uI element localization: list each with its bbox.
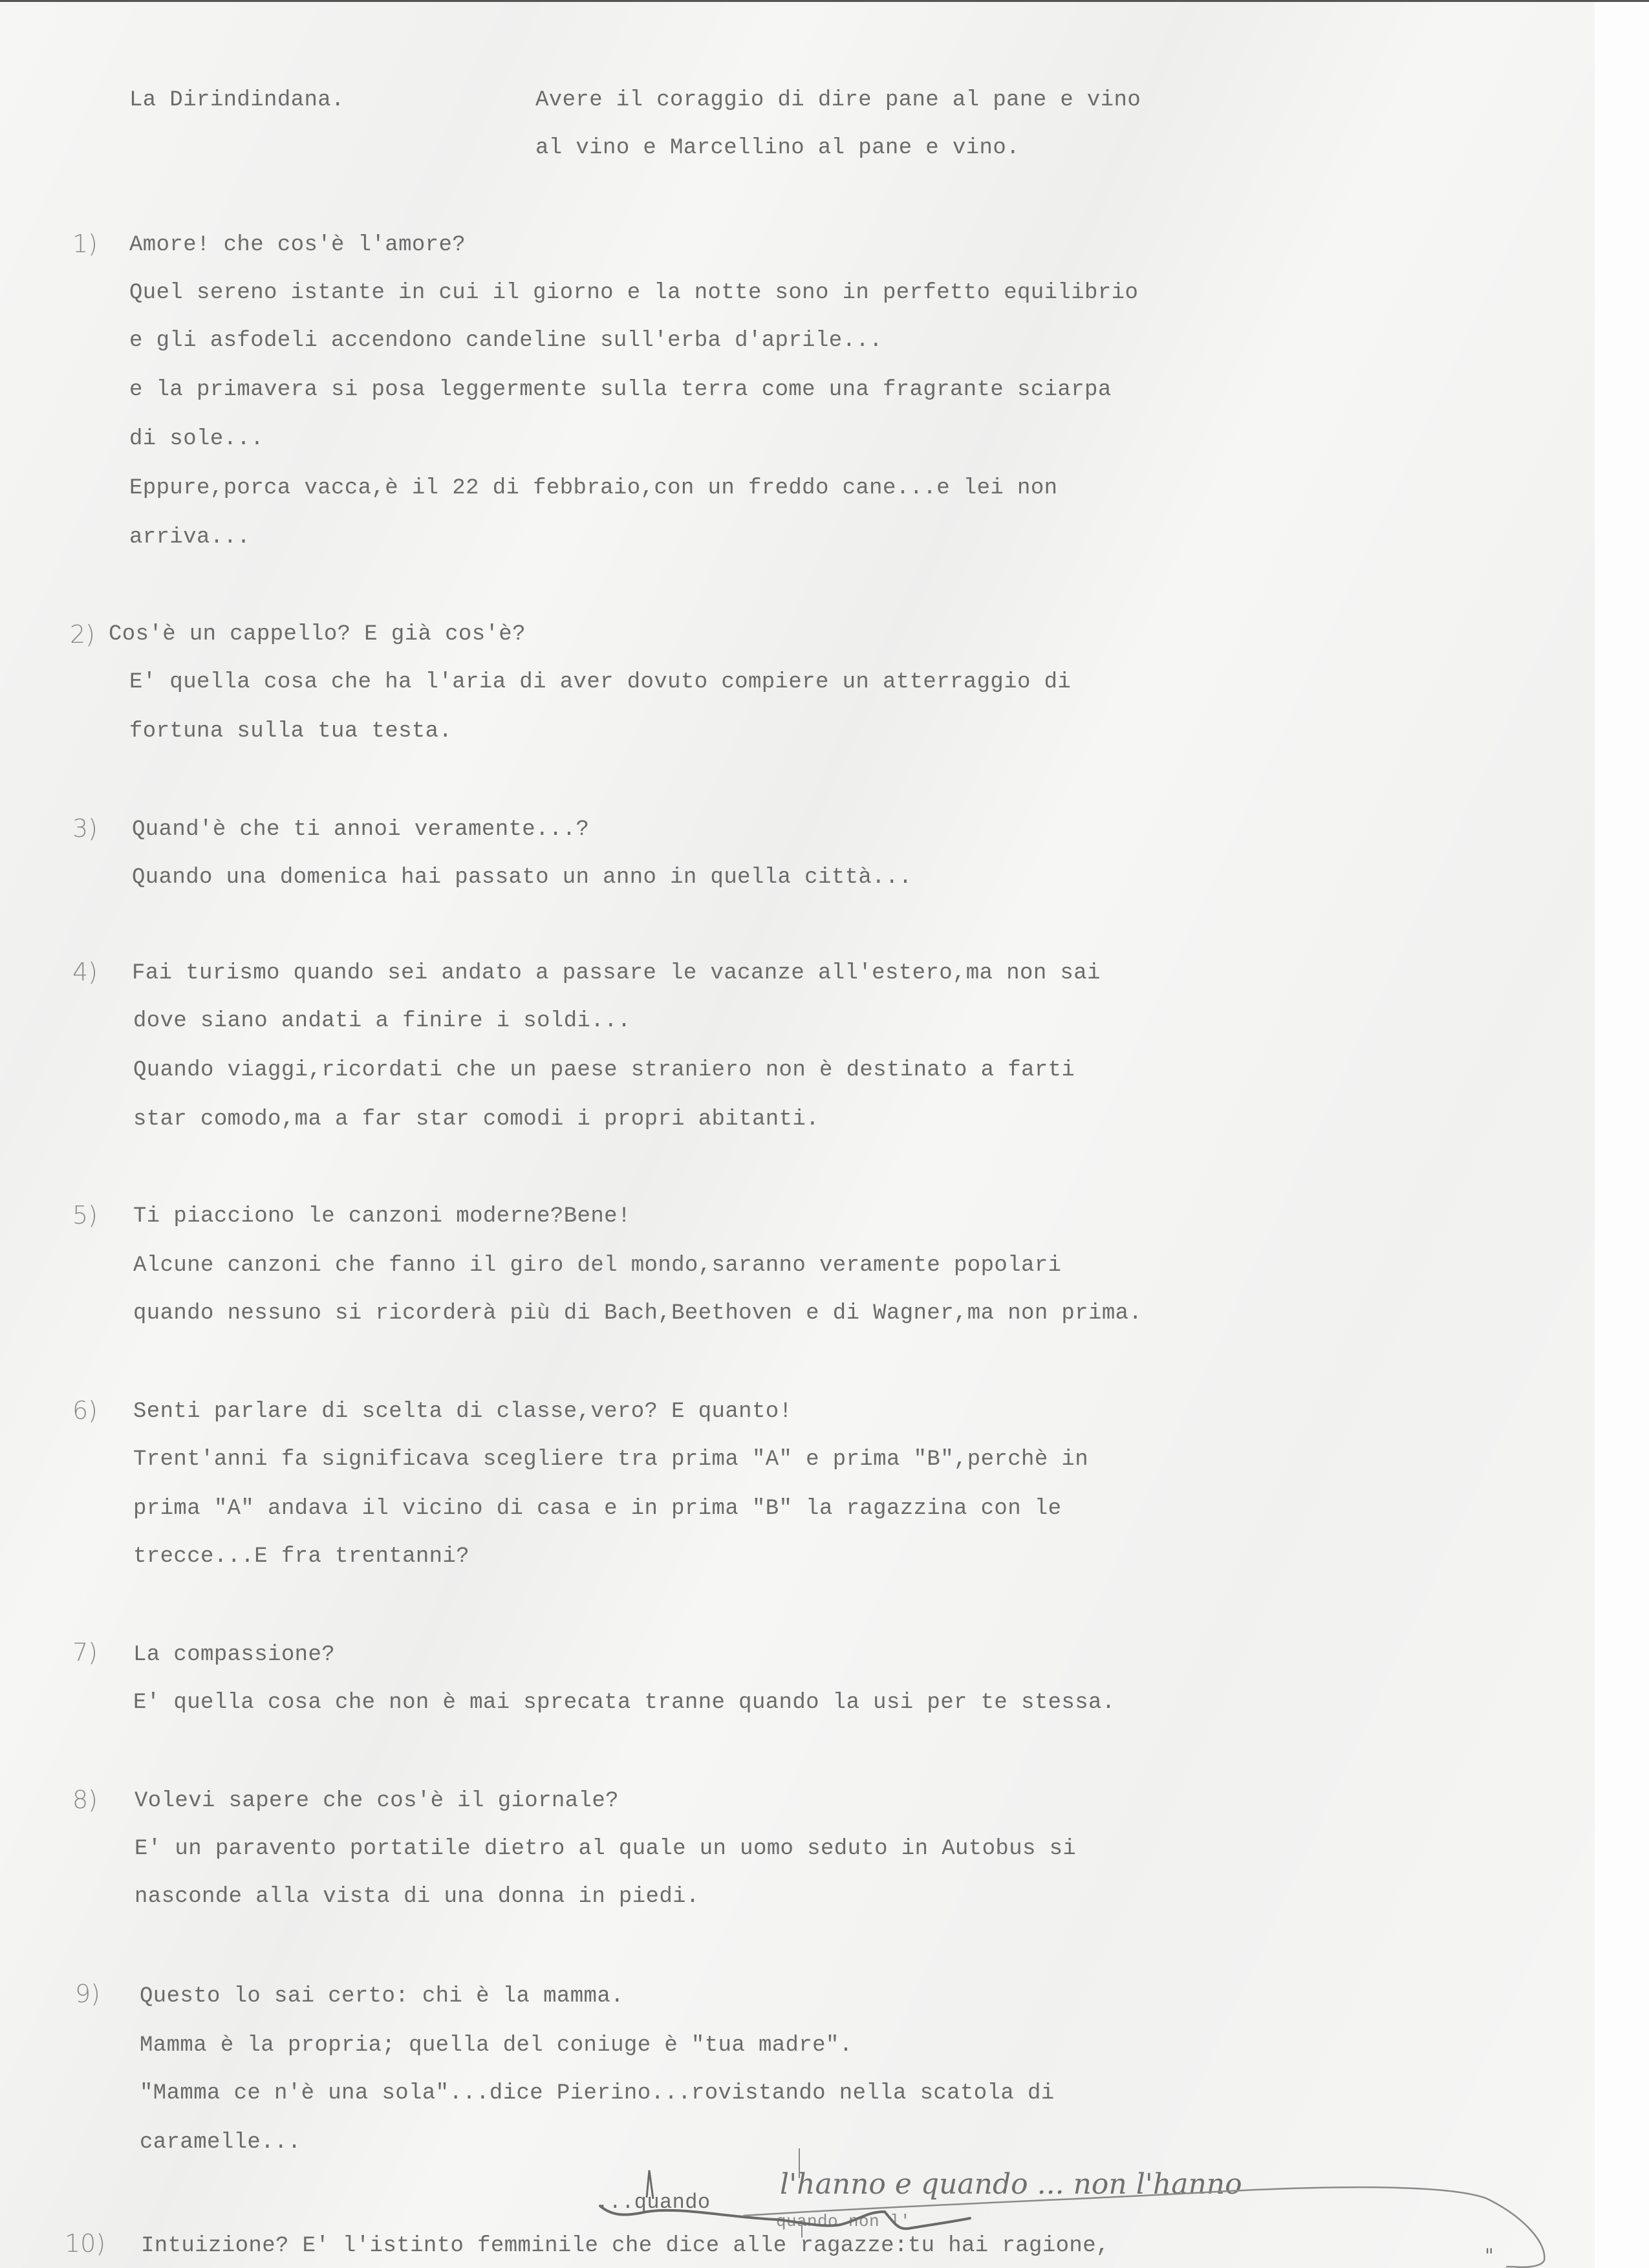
scan-margin <box>1595 0 1649 2268</box>
item-number: 7) <box>72 1638 98 1667</box>
item-6-line: Trent'anni fa significava scegliere tra prima "A" e prima "B",perchè in <box>133 1447 1089 1472</box>
item-5-line: quando nessuno si ricorderà più di Bach,Beethoven e di Wagner,ma non prima. <box>133 1301 1143 1326</box>
item-4-line: dove siano andati a finire i soldi... <box>133 1009 631 1033</box>
item-number: 3) <box>72 814 98 843</box>
scan-edge <box>0 0 1649 2</box>
item-6-line: trecce...E fra trentanni? <box>133 1544 470 1569</box>
item-7-line: E' quella cosa che non è mai sprecata tranne quando la usi per te stessa. <box>133 1690 1116 1715</box>
item-1-line: e gli asfodeli accendono candeline sull'erba d'aprile... <box>129 329 883 353</box>
item-1-question: Amore! che cos'è l'amore? <box>129 233 466 257</box>
item-number: 5) <box>72 1201 98 1229</box>
document-title: La Dirindindana. <box>129 88 345 113</box>
item-1-line: e la primavera si posa leggermente sulla terra come una fragrante sciarpa <box>129 378 1112 402</box>
item-number: 8) <box>72 1786 98 1814</box>
struck-text: quando non l' <box>776 2212 911 2231</box>
item-2-line: fortuna sulla tua testa. <box>129 719 453 744</box>
item-number: 4) <box>72 958 98 986</box>
item-1-line: arriva... <box>129 525 251 550</box>
item-7-question: La compassione? <box>133 1643 336 1667</box>
item-2-line: E' quella cosa che ha l'aria di aver dovuto compiere un atterraggio di <box>129 670 1072 695</box>
item-8-line: nasconde alla vista di una donna in piedi. <box>135 1885 700 1909</box>
item-5-question: Ti piacciono le canzoni moderne?Bene! <box>133 1204 631 1229</box>
item-number: 2) <box>70 620 96 649</box>
item-9-line: Mamma è la propria; quella del coniuge è "tua madre". <box>140 2033 853 2058</box>
item-4-line: star comodo,ma a far star comodi i propri abitanti. <box>133 1107 819 1132</box>
handwritten-insertion: l'hanno e quando ... non l'hanno <box>780 2168 1242 2201</box>
item-9-line: caramelle... <box>140 2130 301 2155</box>
item-9-line: "Mamma ce n'è una sola"...dice Pierino...rovistando nella scatola di <box>140 2081 1055 2106</box>
item-number: 6) <box>72 1396 98 1425</box>
item-10-line: Intuizione? E' l'istinto femminile che dice alle ragazze:tu hai ragione, <box>141 2234 1110 2258</box>
item-8-question: Volevi sapere che cos'è il giornale? <box>135 1789 619 1813</box>
item-6-line: prima "A" andava il vicino di casa e in prima "B" la ragazzina con le <box>133 1496 1062 1521</box>
item-4-line: Quando viaggi,ricordati che un paese straniero non è destinato a farti <box>133 1058 1075 1083</box>
item-8-line: E' un paravento portatile dietro al quale un uomo seduto in Autobus si <box>135 1837 1077 1861</box>
item-1-line: Quel sereno istante in cui il giorno e la notte sono in perfetto equilibrio <box>129 281 1139 305</box>
closing-quote-mark: " <box>1485 2245 1494 2267</box>
item-number: 10) <box>65 2229 106 2258</box>
item-1-line: Eppure,porca vacca,è il 22 di febbraio,con un freddo cane...e lei non <box>129 476 1058 501</box>
item-3-line: Quando una domenica hai passato un anno in quella città... <box>132 865 912 890</box>
item-4-question: Fai turismo quando sei andato a passare le vacanze all'estero,ma non sai <box>132 961 1101 986</box>
motto-line-1: Avere il coraggio di dire pane al pane e vino <box>535 88 1141 113</box>
item-number: 9) <box>75 1980 101 2008</box>
item-1-line: di sole... <box>129 427 264 451</box>
item-9-question: Questo lo sai certo: chi è la mamma. <box>140 1984 624 2009</box>
motto-line-2: al vino e Marcellino al pane e vino. <box>535 136 1020 160</box>
item-number: 1) <box>72 230 98 258</box>
item-6-question: Senti parlare di scelta di classe,vero? E quanto! <box>133 1399 793 1424</box>
typed-insertion: ...quando <box>596 2190 711 2214</box>
item-3-question: Quand'è che ti annoi veramente...? <box>132 817 590 842</box>
item-5-line: Alcune canzoni che fanno il giro del mondo,saranno veramente popolari <box>133 1253 1062 1278</box>
item-2-question: Cos'è un cappello? E già cos'è? <box>109 622 526 647</box>
